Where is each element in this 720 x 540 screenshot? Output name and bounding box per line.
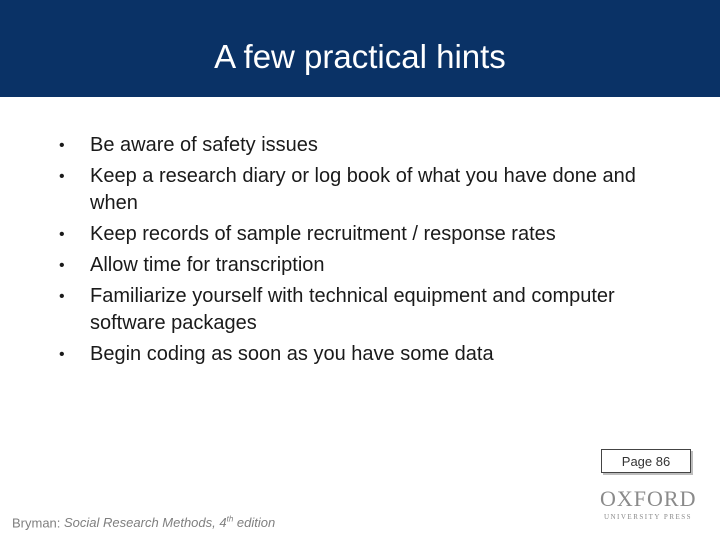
footer-book-name: Social Research Methods, 4 bbox=[64, 515, 227, 531]
bullet-text: Keep a research diary or log book of what you have done and when bbox=[90, 165, 636, 214]
bullet-text: Keep records of sample recruitment / response rates bbox=[90, 223, 556, 245]
bullet-marker: • bbox=[59, 346, 65, 363]
bullet-marker: • bbox=[59, 288, 65, 305]
bullet-item bbox=[59, 132, 679, 159]
bullet-item bbox=[59, 163, 679, 217]
bullet-item bbox=[59, 283, 679, 337]
page-number-box bbox=[601, 449, 691, 473]
bullet-list bbox=[59, 132, 679, 372]
footer-ordinal: th bbox=[226, 515, 234, 524]
bullet-item bbox=[59, 221, 679, 248]
bullet-text: Be aware of safety issues bbox=[90, 134, 318, 156]
bullet-marker: • bbox=[59, 168, 65, 185]
slide-title: A few practical hints bbox=[214, 38, 506, 75]
bullet-marker: • bbox=[59, 226, 65, 243]
bullet-text: Begin coding as soon as you have some data bbox=[90, 343, 494, 365]
bullet-marker: • bbox=[59, 257, 65, 274]
bullet-text: Familiarize yourself with technical equipment and computer software packages bbox=[90, 285, 615, 334]
oxford-logo bbox=[600, 488, 696, 521]
footer-book-title bbox=[64, 515, 275, 530]
bullet-text: Allow time for transcription bbox=[90, 254, 325, 276]
page-number: Page 86 bbox=[621, 453, 671, 469]
bullet-item bbox=[59, 252, 679, 279]
bullet-item bbox=[59, 341, 679, 368]
logo-wordmark: OXFORD bbox=[600, 486, 697, 511]
footer-edition: edition bbox=[233, 515, 276, 531]
footer-author: Bryman: bbox=[12, 515, 65, 531]
title-bar bbox=[0, 0, 720, 97]
bullet-marker: • bbox=[59, 137, 65, 154]
footer-citation bbox=[12, 515, 275, 530]
logo-subtitle: UNIVERSITY PRESS bbox=[603, 513, 693, 521]
